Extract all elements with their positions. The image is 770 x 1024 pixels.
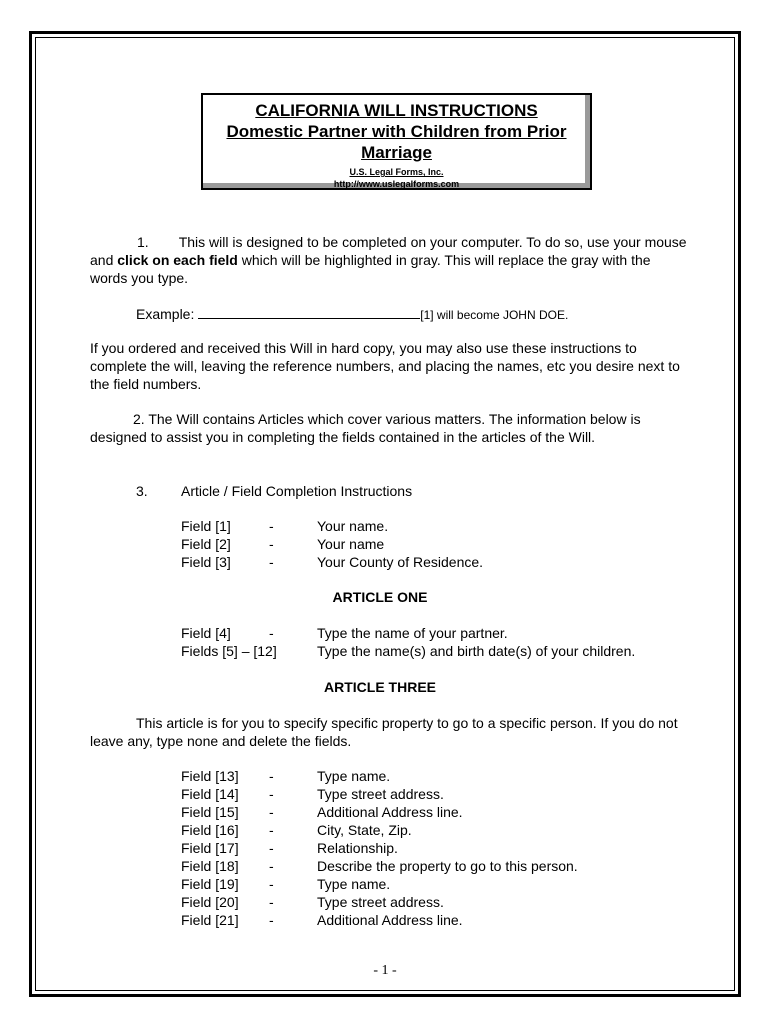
field-description: Type the name of your partner. bbox=[317, 625, 508, 641]
field-description: Relationship. bbox=[317, 840, 398, 856]
field-row bbox=[181, 803, 701, 821]
article-three-intro-text: This article is for you to specify specific property to go to a specific person. If you do not leave any, type none and delete the fields. bbox=[90, 715, 678, 749]
field-dash: - bbox=[269, 840, 274, 856]
field-dash: - bbox=[269, 822, 274, 838]
field-dash: - bbox=[269, 625, 274, 641]
example-label: Example: bbox=[136, 306, 195, 322]
field-dash: - bbox=[269, 912, 274, 928]
field-label: Field [14] bbox=[181, 786, 239, 802]
field-row bbox=[181, 911, 701, 929]
field-dash: - bbox=[269, 554, 274, 570]
title-box bbox=[201, 93, 592, 190]
field-row bbox=[181, 875, 701, 893]
field-label: Field [4] bbox=[181, 625, 231, 641]
field-label: Fields [5] – [12] bbox=[181, 643, 277, 659]
field-label: Field [1] bbox=[181, 518, 231, 534]
field-description: Type street address. bbox=[317, 894, 444, 910]
field-description: Type name. bbox=[317, 876, 391, 892]
example-blank-field bbox=[198, 305, 420, 319]
field-dash: - bbox=[269, 768, 274, 784]
field-dash: - bbox=[269, 536, 274, 552]
example-suffix: [1] will become JOHN DOE. bbox=[420, 308, 569, 322]
field-row bbox=[181, 535, 701, 553]
field-label: Field [15] bbox=[181, 804, 239, 820]
field-dash: - bbox=[269, 858, 274, 874]
field-label: Field [17] bbox=[181, 840, 239, 856]
instruction-item-1 bbox=[90, 233, 690, 287]
field-description: Your name bbox=[317, 536, 385, 552]
item-1-bold-text: click on each field bbox=[117, 252, 238, 268]
item-1-text-part2: which will be highlighted in gray. This will replace the gray with the words you type. bbox=[90, 252, 651, 286]
item-2-text: 2. The Will contains Articles which cover various matters. The information below is designed to assist you in completing the fields contained in the articles of the Will. bbox=[90, 411, 641, 445]
field-row bbox=[181, 624, 701, 642]
field-description: Type street address. bbox=[317, 786, 444, 802]
field-label: Field [3] bbox=[181, 554, 231, 570]
field-label: Field [16] bbox=[181, 822, 239, 838]
field-dash: - bbox=[269, 876, 274, 892]
example-line bbox=[136, 305, 568, 324]
item-1-number: 1. bbox=[137, 234, 149, 250]
company-name: U.S. Legal Forms, Inc. bbox=[349, 167, 444, 177]
field-description: Your name. bbox=[317, 518, 389, 534]
field-dash: - bbox=[269, 894, 274, 910]
field-description: Type the name(s) and birth date(s) of your children. bbox=[317, 643, 636, 659]
field-description: Additional Address line. bbox=[317, 912, 463, 928]
field-description: Describe the property to go to this person. bbox=[317, 858, 578, 874]
field-label: Field [19] bbox=[181, 876, 239, 892]
item-1-text-part1: This will is designed to be completed on your computer. To do so, use your mouse and bbox=[90, 234, 687, 268]
field-label: Field [21] bbox=[181, 912, 239, 928]
title-line-2: Domestic Partner with Children from Prior bbox=[226, 122, 567, 141]
field-row bbox=[181, 642, 701, 660]
item-3-text: Article / Field Completion Instructions bbox=[181, 483, 413, 499]
title-line-1: CALIFORNIA WILL INSTRUCTIONS bbox=[255, 101, 538, 120]
field-row bbox=[181, 839, 701, 857]
field-row bbox=[181, 785, 701, 803]
field-row bbox=[181, 857, 701, 875]
field-label: Field [20] bbox=[181, 894, 239, 910]
field-dash: - bbox=[269, 518, 274, 534]
company-website-link[interactable]: http://www.uslegalforms.com bbox=[333, 179, 460, 189]
instruction-item-2 bbox=[90, 410, 690, 446]
hard-copy-paragraph: If you ordered and received this Will in hard copy, you may also use these instructions to complete the will, leaving the reference numbers, and placing the names, etc you desire next to the field numbers. bbox=[90, 340, 680, 392]
field-row bbox=[181, 821, 701, 839]
field-description: Additional Address line. bbox=[317, 804, 463, 820]
article-three-heading: ARTICLE THREE bbox=[324, 679, 436, 695]
field-row bbox=[181, 893, 701, 911]
field-description: City, State, Zip. bbox=[317, 822, 412, 838]
field-row bbox=[181, 553, 701, 571]
field-description: Type name. bbox=[317, 768, 391, 784]
article-three-intro bbox=[90, 714, 690, 750]
article-one-heading: ARTICLE ONE bbox=[332, 589, 428, 605]
field-label: Field [2] bbox=[181, 536, 231, 552]
field-dash: - bbox=[269, 804, 274, 820]
field-description: Your County of Residence. bbox=[317, 554, 484, 570]
item-3-number: 3. bbox=[136, 483, 148, 499]
field-row bbox=[181, 767, 701, 785]
field-row bbox=[181, 517, 701, 535]
field-label: Field [13] bbox=[181, 768, 239, 784]
field-dash: - bbox=[269, 786, 274, 802]
field-label: Field [18] bbox=[181, 858, 239, 874]
page-number: - 1 - bbox=[373, 963, 397, 978]
title-line-3: Marriage bbox=[361, 143, 432, 162]
